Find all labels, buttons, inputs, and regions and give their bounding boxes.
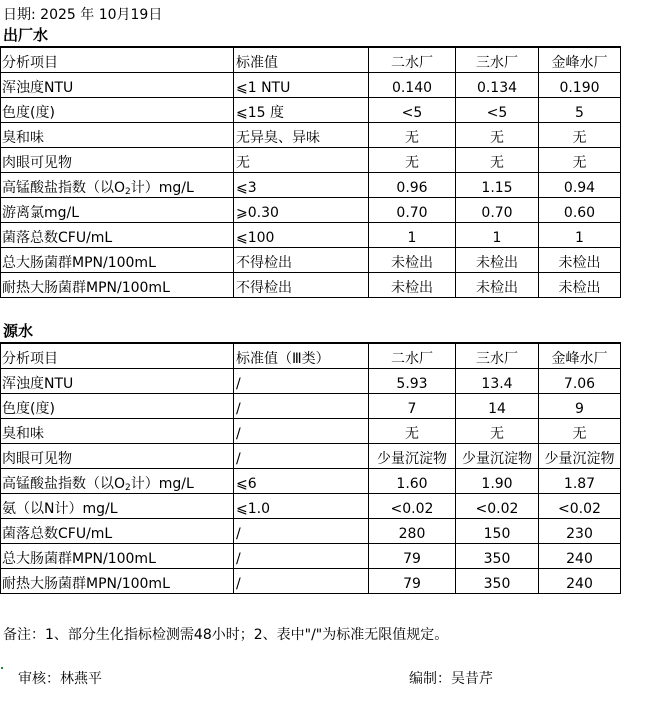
finished-cell: 5 [539, 98, 621, 123]
finished-row [1, 248, 621, 273]
finished-row [1, 123, 621, 148]
source-cell: 240 [539, 569, 621, 594]
finished-cell: 无 [539, 148, 621, 173]
source-cell: 230 [539, 519, 621, 544]
source-cell: 色度(度) [1, 394, 234, 419]
finished-cell: 不得检出 [234, 248, 369, 273]
finished-cell: 未检出 [369, 248, 456, 273]
report-date: 日期: 2025 年 10月19日 [3, 7, 163, 23]
source-row [1, 444, 621, 469]
source-cell: 少量沉淀物 [369, 444, 456, 469]
finished-cell: 耐热大肠菌群MPN/100mL [1, 273, 234, 298]
finished-cell: 肉眼可见物 [1, 148, 234, 173]
source-cell: 350 [456, 544, 539, 569]
finished-header-cell: 金峰水厂 [539, 47, 621, 73]
source-cell: 无 [539, 419, 621, 444]
finished-cell: ⩽100 [234, 223, 369, 248]
finished-cell: 0.70 [369, 198, 456, 223]
source-cell: 280 [369, 519, 456, 544]
remark-note: 备注：1、部分生化指标检测需48小时；2、表中"/"为标准无限值规定。 [3, 627, 449, 643]
finished-cell: 0.60 [539, 198, 621, 223]
source-cell: / [234, 419, 369, 444]
finished-header-row [1, 47, 621, 73]
source-cell: 少量沉淀物 [456, 444, 539, 469]
finished-cell: 无 [456, 148, 539, 173]
source-cell: ⩽6 [234, 469, 369, 494]
finished-cell: ⩽1 NTU [234, 73, 369, 98]
finished-cell: 不得检出 [234, 273, 369, 298]
finished-cell: 0.94 [539, 173, 621, 198]
source-cell: 总大肠菌群MPN/100mL [1, 544, 234, 569]
finished-cell: 未检出 [539, 273, 621, 298]
finished-cell: 未检出 [369, 273, 456, 298]
finished-cell: 1 [539, 223, 621, 248]
source-cell: / [234, 569, 369, 594]
finished-cell: <5 [369, 98, 456, 123]
source-header-cell: 金峰水厂 [539, 343, 621, 369]
source-row [1, 469, 621, 494]
source-cell: 高锰酸盐指数（以$O_2$计）mg/L [1, 469, 234, 494]
source-header-cell: 二水厂 [369, 343, 456, 369]
source-cell: / [234, 369, 369, 394]
source-header-cell: 标准值（Ⅲ类） [234, 343, 369, 369]
finished-water-table [0, 46, 621, 298]
finished-cell: ⩽15 度 [234, 98, 369, 123]
source-cell: 79 [369, 569, 456, 594]
source-cell: 1.90 [456, 469, 539, 494]
source-cell: / [234, 444, 369, 469]
finished-row [1, 223, 621, 248]
finished-cell: 高锰酸盐指数（以$O_2$计）mg/L [1, 173, 234, 198]
finished-row [1, 173, 621, 198]
source-cell: 14 [456, 394, 539, 419]
source-cell: ⩽1.0 [234, 494, 369, 519]
finished-cell: ⩾0.30 [234, 198, 369, 223]
source-row [1, 369, 621, 394]
finished-cell: 无 [234, 148, 369, 173]
source-cell: <0.02 [369, 494, 456, 519]
finished-cell: 菌落总数CFU/mL [1, 223, 234, 248]
source-row [1, 519, 621, 544]
finished-cell: 未检出 [456, 248, 539, 273]
source-cell: 耐热大肠菌群MPN/100mL [1, 569, 234, 594]
finished-cell: 1 [369, 223, 456, 248]
finished-cell: 未检出 [456, 273, 539, 298]
source-cell: 1.87 [539, 469, 621, 494]
source-header-row [1, 343, 621, 369]
source-cell: 少量沉淀物 [539, 444, 621, 469]
finished-row [1, 273, 621, 298]
finished-cell: 0.190 [539, 73, 621, 98]
finished-row [1, 148, 621, 173]
finished-cell: 色度(度) [1, 98, 234, 123]
finished-cell: <5 [456, 98, 539, 123]
source-cell: 9 [539, 394, 621, 419]
source-cell: 350 [456, 569, 539, 594]
source-cell: <0.02 [456, 494, 539, 519]
cell-marker [1, 667, 3, 669]
source-row [1, 394, 621, 419]
source-header-cell: 分析项目 [1, 343, 234, 369]
finished-cell: 浑浊度NTU [1, 73, 234, 98]
source-cell: / [234, 519, 369, 544]
finished-cell: 未检出 [539, 248, 621, 273]
finished-row [1, 198, 621, 223]
finished-cell: 0.70 [456, 198, 539, 223]
finished-cell: 总大肠菌群MPN/100mL [1, 248, 234, 273]
source-cell: 7 [369, 394, 456, 419]
finished-cell: 游离氯mg/L [1, 198, 234, 223]
finished-cell: 臭和味 [1, 123, 234, 148]
finished-cell: ⩽3 [234, 173, 369, 198]
source-cell: / [234, 544, 369, 569]
finished-cell: 无 [539, 123, 621, 148]
source-cell: 150 [456, 519, 539, 544]
source-cell: 菌落总数CFU/mL [1, 519, 234, 544]
finished-row [1, 98, 621, 123]
reviewer-signature: 审核：林燕平 [18, 671, 102, 687]
source-cell: <0.02 [539, 494, 621, 519]
finished-cell: 0.134 [456, 73, 539, 98]
source-row [1, 419, 621, 444]
source-cell: 无 [456, 419, 539, 444]
finished-cell: 无异臭、异味 [234, 123, 369, 148]
finished-cell: 1.15 [456, 173, 539, 198]
finished-header-cell: 分析项目 [1, 47, 234, 73]
source-cell: 7.06 [539, 369, 621, 394]
source-header-cell: 三水厂 [456, 343, 539, 369]
finished-header-cell: 二水厂 [369, 47, 456, 73]
section-title-finished-water: 出厂水 [3, 26, 49, 44]
finished-cell: 无 [456, 123, 539, 148]
source-cell: 无 [369, 419, 456, 444]
source-cell: 臭和味 [1, 419, 234, 444]
finished-cell: 1 [456, 223, 539, 248]
source-cell: 240 [539, 544, 621, 569]
source-cell: / [234, 394, 369, 419]
source-row [1, 494, 621, 519]
source-cell: 氨（以N计）mg/L [1, 494, 234, 519]
source-cell: 1.60 [369, 469, 456, 494]
editor-signature: 编制：吴昔芹 [409, 671, 493, 687]
source-cell: 79 [369, 544, 456, 569]
source-cell: 肉眼可见物 [1, 444, 234, 469]
source-row [1, 544, 621, 569]
finished-cell: 0.140 [369, 73, 456, 98]
source-cell: 5.93 [369, 369, 456, 394]
finished-header-cell: 标准值 [234, 47, 369, 73]
finished-cell: 无 [369, 148, 456, 173]
finished-row [1, 73, 621, 98]
source-water-table [0, 342, 621, 594]
finished-header-cell: 三水厂 [456, 47, 539, 73]
source-row [1, 569, 621, 594]
source-cell: 浑浊度NTU [1, 369, 234, 394]
source-cell: 13.4 [456, 369, 539, 394]
finished-cell: 0.96 [369, 173, 456, 198]
finished-cell: 无 [369, 123, 456, 148]
section-title-source-water: 源水 [3, 322, 34, 340]
